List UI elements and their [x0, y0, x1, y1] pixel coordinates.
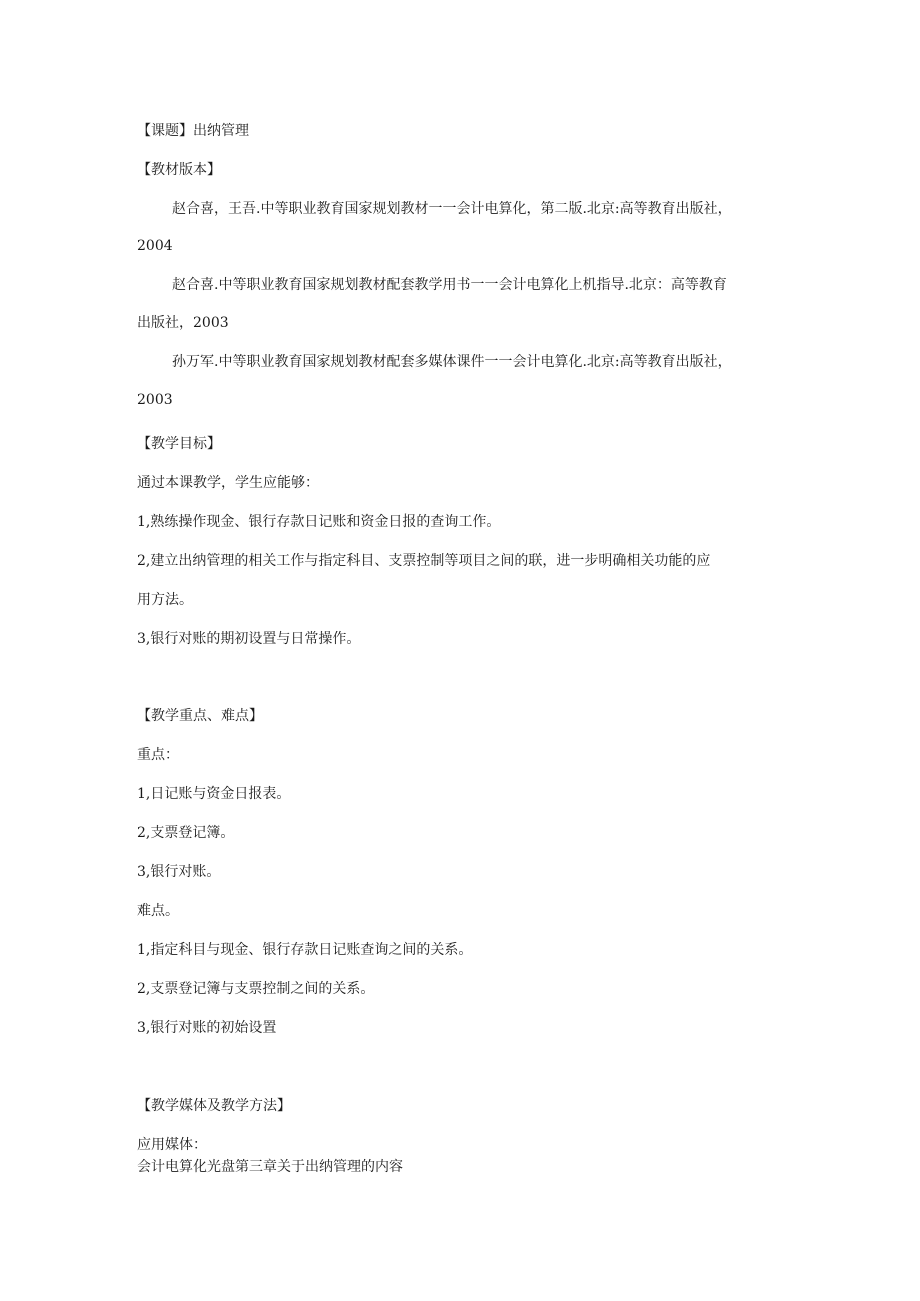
- reference-2-line-2: 出版社，2003: [137, 315, 229, 331]
- objective-1: 1,熟练操作现金、银行存款日记账和资金日报的查询工作。: [137, 514, 501, 530]
- media-content: 会计电算化光盘第三章关于出纳管理的内容: [137, 1159, 403, 1175]
- difficult-item-1: 1,指定科目与现金、银行存款日记账查询之间的关系。: [137, 942, 473, 958]
- difficult-label: 难点。: [137, 903, 179, 919]
- keypoints-heading: 【教学重点、难点】: [137, 708, 263, 724]
- media-label: 应用媒体：: [137, 1137, 207, 1153]
- objective-2: 2,建立出纳管理的相关工作与指定科目、支票控制等项目之间的联，进一步明确相关功能的应: [137, 553, 711, 569]
- reference-3-line-1: 孙万军.中等职业教育国家规划教材配套多媒体课件一一会计电算化.北京:高等教育出版社，: [172, 354, 732, 370]
- key-item-2: 2,支票登记簿。: [137, 825, 235, 841]
- reference-1-line-1: 赵合喜，王吾.中等职业教育国家规划教材一一会计电算化，第二版.北京:高等教育出版社，: [172, 201, 732, 217]
- reference-3-line-2: 2003: [137, 392, 173, 408]
- reference-1-line-2: 2004: [137, 238, 173, 254]
- objectives-heading: 【教学目标】: [137, 436, 221, 452]
- key-item-1: 1,日记账与资金日报表。: [137, 786, 291, 802]
- media-heading: 【教学媒体及教学方法】: [137, 1098, 291, 1114]
- objective-2-continued: 用方法。: [137, 592, 193, 608]
- reference-2-line-1: 赵合喜.中等职业教育国家规划教材配套教学用书一一会计电算化上机指导.北京：高等教育: [172, 277, 727, 293]
- objective-3: 3,银行对账的期初设置与日常操作。: [137, 631, 361, 647]
- difficult-item-3: 3,银行对账的初始设置: [137, 1020, 277, 1036]
- key-label: 重点：: [137, 747, 179, 763]
- objectives-intro: 通过本课教学，学生应能够：: [137, 475, 319, 491]
- topic-heading: 【课题】出纳管理: [137, 123, 249, 139]
- difficult-item-2: 2,支票登记簿与支票控制之间的关系。: [137, 981, 375, 997]
- textbook-heading: 【教材版本】: [137, 162, 221, 178]
- key-item-3: 3,银行对账。: [137, 864, 221, 880]
